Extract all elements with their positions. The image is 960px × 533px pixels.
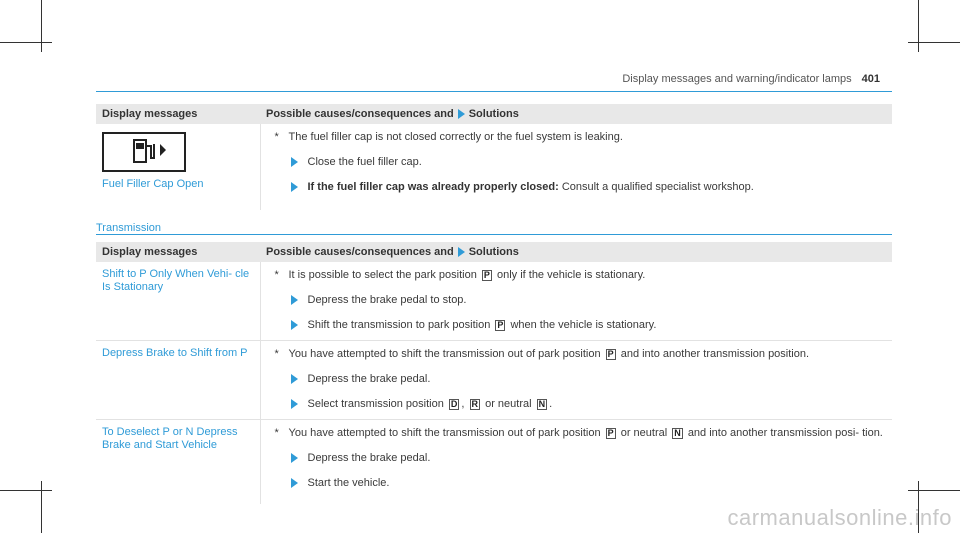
crop-mark	[41, 481, 42, 533]
step-arrow-icon	[291, 374, 298, 384]
neutral-key-icon: N	[674, 428, 681, 438]
step-arrow-icon	[291, 182, 298, 192]
step-arrow-icon	[291, 399, 298, 409]
cause-text: The fuel filler cap is not closed correctly or the fuel system is leaking.	[288, 131, 623, 143]
fuel-pump-icon	[102, 132, 186, 172]
display-message-cell	[96, 124, 260, 210]
running-head-title: Display messages and warning/indicator lamps	[622, 73, 852, 85]
message-text: Shift to P Only When Vehi- cle Is Stationary	[102, 268, 250, 293]
solution-cell: * The fuel filler cap is not closed correctly or the fuel system is leaking. Close the fuel filler cap. If the fuel filler cap was already properly closed: Consult a qualified specialist workshop.	[274, 131, 754, 193]
crop-mark	[908, 490, 960, 491]
step-text: Consult a qualified specialist workshop.	[561, 181, 754, 193]
neutral-key-icon: N	[538, 399, 546, 409]
display-message-cell	[96, 420, 260, 505]
display-message-cell	[96, 341, 260, 420]
crop-mark	[41, 0, 42, 52]
step-text: Depress the brake pedal.	[307, 452, 431, 464]
page-number: 401	[861, 73, 880, 85]
fuel-message-table	[96, 104, 892, 210]
solution-cell: * You have attempted to shift the transmission out of park position P or neutral N and into another transmission posi- tion. Depress the brake pedal. Start the vehicle.	[274, 427, 883, 489]
solutions-arrow-icon	[458, 247, 465, 257]
step-condition: If the fuel filler cap was already properly closed:	[307, 181, 559, 193]
step-text: Depress the brake pedal to stop.	[307, 294, 467, 306]
crop-mark	[0, 42, 52, 43]
step-arrow-icon	[291, 478, 298, 488]
drive-key-icon: D	[450, 399, 458, 409]
section-title: Transmission	[96, 222, 161, 234]
step-arrow-icon	[291, 320, 298, 330]
crop-mark	[0, 490, 52, 491]
park-key-icon: P	[483, 270, 490, 280]
message-text: To Deselect P or N Depress Brake and Start Vehicle	[102, 426, 238, 451]
section-rule	[96, 234, 892, 235]
park-key-icon: P	[607, 349, 614, 359]
step-text: Close the fuel filler cap.	[307, 156, 422, 168]
park-key-icon: P	[607, 428, 614, 438]
col-header-solutions: Possible causes/consequences and Solutions	[260, 104, 892, 124]
message-text: Depress Brake to Shift from P	[102, 347, 248, 359]
crop-mark	[908, 42, 960, 43]
col-header-display: Display messages	[96, 104, 260, 124]
display-message-cell	[96, 262, 260, 341]
running-head	[622, 73, 880, 85]
step-text: Depress the brake pedal.	[307, 373, 431, 385]
step-arrow-icon	[291, 295, 298, 305]
reverse-key-icon: R	[471, 399, 479, 409]
watermark: carmanualsonline.info	[727, 505, 952, 530]
crop-mark	[918, 0, 919, 52]
col-header-display: Display messages	[96, 242, 260, 262]
step-arrow-icon	[291, 453, 298, 463]
park-key-icon: P	[497, 320, 504, 330]
header-rule	[96, 91, 892, 92]
col-header-solutions: Possible causes/consequences and Solutions	[260, 242, 892, 262]
message-text: Fuel Filler Cap Open	[102, 178, 204, 190]
solutions-arrow-icon	[458, 109, 465, 119]
solution-cell: * You have attempted to shift the transmission out of park position P and into another transmission position. Depress the brake pedal. Select transmission position D , R or neutral N .	[260, 341, 892, 420]
step-text: Start the vehicle.	[307, 477, 390, 489]
solution-cell: * It is possible to select the park position P only if the vehicle is stationary. Depress the brake pedal to stop. Shift the transmission to park position P when the vehicle is stationary.	[260, 262, 892, 341]
step-arrow-icon	[291, 157, 298, 167]
transmission-message-table	[96, 242, 892, 504]
